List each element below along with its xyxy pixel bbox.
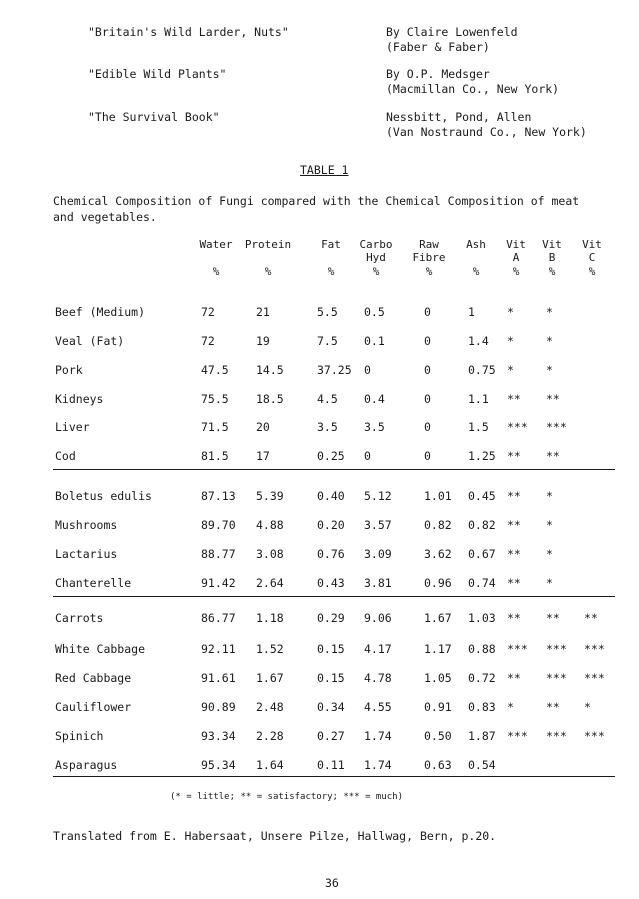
column-unit: %	[264, 265, 272, 278]
table-cell: *	[584, 700, 591, 714]
table-cell: 0.72	[468, 671, 496, 685]
table-cell: **	[507, 576, 521, 590]
table-cell: 0.75	[468, 363, 496, 377]
table-cell: ***	[546, 642, 567, 656]
column-unit: %	[327, 265, 335, 278]
table-cell: **	[507, 518, 521, 532]
column-unit: %	[472, 265, 480, 278]
table-cell: 3.08	[256, 547, 284, 561]
table-cell: 4.55	[364, 700, 392, 714]
table-cell: *	[507, 334, 514, 348]
table-cell: 89.70	[201, 518, 236, 532]
table-cell: 0.50	[424, 729, 452, 743]
table-cell: 0.67	[468, 547, 496, 561]
source-citation: Translated from E. Habersaat, Unsere Pilze, Hallwag, Bern, p.20.	[53, 829, 497, 843]
row-label: Liver	[55, 420, 90, 434]
table-cell: ***	[507, 642, 528, 656]
table-cell: 3.5	[364, 420, 385, 434]
table-cell: ***	[584, 642, 605, 656]
table-cell: 4.17	[364, 642, 392, 656]
table-cell: 0	[424, 392, 431, 406]
table-cell: 0	[364, 449, 371, 463]
table-cell: 1.74	[364, 729, 392, 743]
table-cell: 0.25	[317, 449, 345, 463]
table-cell: 14.5	[256, 363, 284, 377]
table-footnote: (* = little; ** = satisfactory; *** = much)	[170, 792, 403, 802]
table-cell: ***	[546, 420, 567, 434]
table-cell: 37.25	[317, 363, 352, 377]
table-cell: 0.76	[317, 547, 345, 561]
column-header: Raw Fibre	[412, 238, 446, 264]
table-cell: 19	[256, 334, 270, 348]
table-cell: 7.5	[317, 334, 338, 348]
table-cell: 0.27	[317, 729, 345, 743]
column-header: Vit A	[506, 238, 526, 264]
table-cell: 17	[256, 449, 270, 463]
table-cell: **	[507, 489, 521, 503]
table-cell: 87.13	[201, 489, 236, 503]
table-cell: 0.15	[317, 671, 345, 685]
table-cell: 0.83	[468, 700, 496, 714]
table-cell: 0	[424, 363, 431, 377]
table-cell: 1.87	[468, 729, 496, 743]
table-cell: **	[546, 392, 560, 406]
table-cell: 2.28	[256, 729, 284, 743]
table-cell: 0.91	[424, 700, 452, 714]
table-cell: **	[507, 547, 521, 561]
table-cell: 21	[256, 305, 270, 319]
table-cell: 72	[201, 305, 215, 319]
table-cell: 75.5	[201, 392, 229, 406]
row-label: White Cabbage	[55, 642, 146, 656]
table-cell: 5.39	[256, 489, 284, 503]
table-cell: 1.64	[256, 758, 284, 772]
table-cell: 1.1	[468, 392, 489, 406]
column-unit: %	[588, 265, 596, 278]
table-cell: **	[507, 671, 521, 685]
table-cell: *	[546, 576, 553, 590]
table-cell: 88.77	[201, 547, 236, 561]
table-cell: 92.11	[201, 642, 236, 656]
group-divider-1	[53, 469, 615, 470]
table-cell: 4.88	[256, 518, 284, 532]
table-cell: 0.4	[364, 392, 385, 406]
row-label: Veal (Fat)	[55, 334, 125, 348]
table-cell: **	[507, 392, 521, 406]
row-label: Cauliflower	[55, 700, 132, 714]
table-cell: 1.67	[424, 611, 452, 625]
table-cell: **	[546, 611, 560, 625]
table-cell: *	[546, 489, 553, 503]
ref-title-1: "Britain's Wild Larder, Nuts"	[88, 25, 289, 39]
row-label: Lactarius	[55, 547, 118, 561]
table-cell: 1.17	[424, 642, 452, 656]
table-cell: 5.12	[364, 489, 392, 503]
table-cell: 5.5	[317, 305, 338, 319]
table-cell: 1.5	[468, 420, 489, 434]
ref-title-3: "The Survival Book"	[88, 110, 220, 124]
row-label: Boletus edulis	[55, 489, 152, 503]
table-cell: **	[546, 449, 560, 463]
table-cell: 3.62	[424, 547, 452, 561]
table-cell: 1.05	[424, 671, 452, 685]
row-label: Carrots	[55, 611, 104, 625]
table-cell: 0	[424, 305, 431, 319]
column-header: Water	[199, 238, 233, 251]
table-cell: 0	[424, 420, 431, 434]
table-cell: 0.74	[468, 576, 496, 590]
table-cell: 0.54	[468, 758, 496, 772]
column-unit: %	[372, 265, 380, 278]
table-cell: 91.42	[201, 576, 236, 590]
table-cell: *	[507, 363, 514, 377]
table-cell: **	[584, 611, 598, 625]
table-cell: **	[507, 611, 521, 625]
table-cell: *	[546, 547, 553, 561]
table-cell: 9.06	[364, 611, 392, 625]
column-header: Vit C	[582, 238, 602, 264]
table-cell: 0.63	[424, 758, 452, 772]
table-bottom-rule	[53, 776, 615, 777]
table-cell: 0.29	[317, 611, 345, 625]
column-unit: %	[212, 265, 220, 278]
table-cell: 0.40	[317, 489, 345, 503]
table-cell: 0	[424, 334, 431, 348]
column-unit: %	[512, 265, 520, 278]
table-cell: **	[546, 700, 560, 714]
table-cell: 3.09	[364, 547, 392, 561]
column-header: Fat	[321, 238, 341, 251]
table-cell: 0.15	[317, 642, 345, 656]
table-cell: *	[546, 334, 553, 348]
table-cell: 47.5	[201, 363, 229, 377]
table-cell: ***	[584, 671, 605, 685]
table-cell: 3.5	[317, 420, 338, 434]
ref-title-2: "Edible Wild Plants"	[88, 67, 227, 81]
table-cell: 0.82	[424, 518, 452, 532]
table-cell: 20	[256, 420, 270, 434]
table-cell: 0.45	[468, 489, 496, 503]
column-unit: %	[425, 265, 433, 278]
table-cell: 4.78	[364, 671, 392, 685]
table-cell: 93.34	[201, 729, 236, 743]
column-header: Carbo Hyd	[359, 238, 393, 264]
table-cell: 0.96	[424, 576, 452, 590]
column-header: Vit B	[542, 238, 562, 264]
table-caption: Chemical Composition of Fungi compared with the Chemical Composition of meat and vegetables.	[53, 194, 580, 224]
table-cell: 1	[468, 305, 475, 319]
table-cell: 0.20	[317, 518, 345, 532]
table-cell: 95.34	[201, 758, 236, 772]
table-cell: 2.48	[256, 700, 284, 714]
column-header: Protein	[244, 238, 292, 251]
table-cell: 81.5	[201, 449, 229, 463]
table-cell: 91.61	[201, 671, 236, 685]
table-cell: 1.01	[424, 489, 452, 503]
table-cell: 0.11	[317, 758, 345, 772]
table-cell: *	[546, 305, 553, 319]
table-cell: ***	[546, 729, 567, 743]
table-cell: **	[507, 449, 521, 463]
row-label: Mushrooms	[55, 518, 118, 532]
table-cell: *	[507, 700, 514, 714]
table-cell: 18.5	[256, 392, 284, 406]
table-cell: *	[546, 363, 553, 377]
table-cell: 0.82	[468, 518, 496, 532]
row-label: Spinich	[55, 729, 104, 743]
table-cell: 1.67	[256, 671, 284, 685]
ref-author-2: By O.P. Medsger	[386, 67, 490, 81]
table-cell: 3.57	[364, 518, 392, 532]
table-cell: 0.5	[364, 305, 385, 319]
ref-author-1: By Claire Lowenfeld	[386, 25, 518, 39]
row-label: Chanterelle	[55, 576, 132, 590]
table-cell: 1.74	[364, 758, 392, 772]
table-cell: 1.25	[468, 449, 496, 463]
column-unit: %	[548, 265, 556, 278]
table-cell: ***	[584, 729, 605, 743]
ref-publisher-1: (Faber & Faber)	[386, 40, 490, 54]
table-cell: 71.5	[201, 420, 229, 434]
table-cell: 0.43	[317, 576, 345, 590]
table-cell: ***	[546, 671, 567, 685]
table-cell: 1.03	[468, 611, 496, 625]
table-cell: 90.89	[201, 700, 236, 714]
table-cell: ***	[507, 420, 528, 434]
table-cell: 0	[424, 449, 431, 463]
row-label: Pork	[55, 363, 83, 377]
table-cell: *	[546, 518, 553, 532]
table-cell: 0.1	[364, 334, 385, 348]
table-cell: 72	[201, 334, 215, 348]
table-cell: 0.88	[468, 642, 496, 656]
table-cell: 1.18	[256, 611, 284, 625]
page-number: 36	[325, 876, 339, 890]
row-label: Asparagus	[55, 758, 118, 772]
table-cell: *	[507, 305, 514, 319]
row-label: Red Cabbage	[55, 671, 132, 685]
table-cell: 3.81	[364, 576, 392, 590]
row-label: Kidneys	[55, 392, 104, 406]
ref-publisher-3: (Van Nostraund Co., New York)	[386, 125, 587, 139]
column-header: Ash	[466, 238, 486, 251]
group-divider-2	[53, 596, 615, 597]
table-cell: 1.4	[468, 334, 489, 348]
table-cell: 2.64	[256, 576, 284, 590]
row-label: Cod	[55, 449, 76, 463]
row-label: Beef (Medium)	[55, 305, 146, 319]
table-cell: 1.52	[256, 642, 284, 656]
table-cell: 4.5	[317, 392, 338, 406]
table-cell: ***	[507, 729, 528, 743]
table-cell: 86.77	[201, 611, 236, 625]
ref-author-3: Nessbitt, Pond, Allen	[386, 110, 532, 124]
table-cell: 0	[364, 363, 371, 377]
ref-publisher-2: (Macmillan Co., New York)	[386, 82, 560, 96]
table-title: TABLE 1	[300, 163, 349, 177]
table-cell: 0.34	[317, 700, 345, 714]
